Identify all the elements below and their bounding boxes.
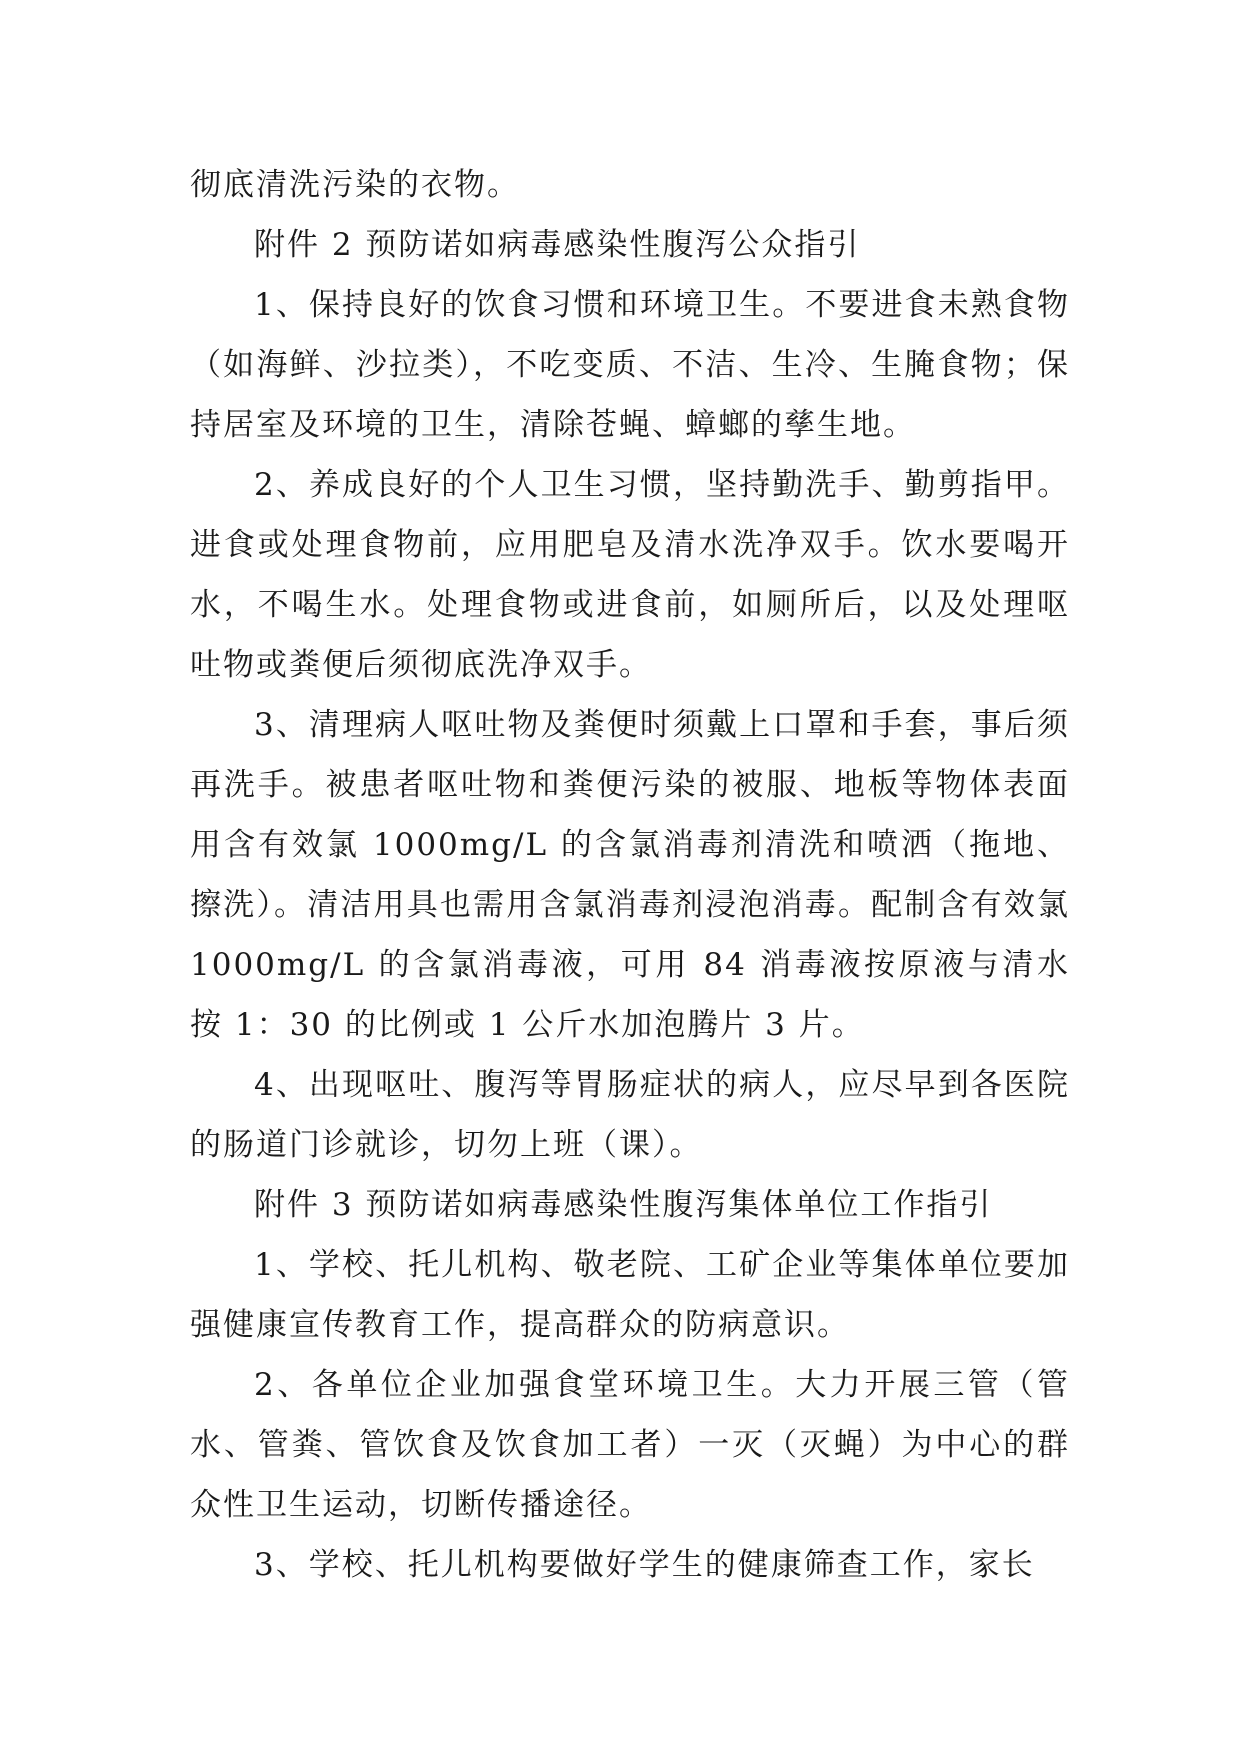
attachment-2-item-1: 1、保持良好的饮食习惯和环境卫生。不要进食未熟食物（如海鲜、沙拉类），不吃变质、不洁、生冷、生腌食物；保持居室及环境的卫生，清除苍蝇、蟑螂的孳生地。 (190, 287, 1070, 443)
attachment-3-item-2: 2、各单位企业加强食堂环境卫生。大力开展三管（管水、管粪、管饮食及饮食加工者）一灭（灭蝇）为中心的群众性卫生运动，切断传播途径。 (190, 1367, 1070, 1523)
attachment-2-item-3: 3、清理病人呕吐物及粪便时须戴上口罩和手套，事后须再洗手。被患者呕吐物和粪便污染的被服、地板等物体表面用含有效氯 1000mg/L 的含氯消毒剂清洗和喷洒（拖地、擦洗）。清洁用具也需用含氯消毒剂浸泡消毒。配制含有效氯 1000mg/L 的含氯消毒液，可用 84 消毒液按原液与清水按 1：30 的比例或 1 公斤水加泡腾片 3 片。 (190, 707, 1070, 1043)
attachment-2-item-4: 4、出现呕吐、腹泻等胃肠症状的病人，应尽早到各医院的肠道门诊就诊，切勿上班（课）。 (190, 1067, 1070, 1163)
attachment-3-title: 附件 3 预防诺如病毒感染性腹泻集体单位工作指引 (254, 1187, 993, 1223)
document-body (190, 155, 1070, 1595)
attachment-2-item-2: 2、养成良好的个人卫生习惯，坚持勤洗手、勤剪指甲。进食或处理食物前，应用肥皂及清水洗净双手。饮水要喝开水，不喝生水。处理食物或进食前，如厕所后，以及处理呕吐物或粪便后须彻底洗净双手。 (190, 467, 1070, 683)
continuation-paragraph: 彻底清洗污染的衣物。 (190, 167, 520, 203)
attachment-2-title: 附件 2 预防诺如病毒感染性腹泻公众指引 (254, 227, 861, 263)
attachment-3-item-3: 3、学校、托儿机构要做好学生的健康筛查工作，家长 (254, 1547, 1035, 1583)
attachment-3-item-1: 1、学校、托儿机构、敬老院、工矿企业等集体单位要加强健康宣传教育工作，提高群众的防病意识。 (190, 1247, 1070, 1343)
